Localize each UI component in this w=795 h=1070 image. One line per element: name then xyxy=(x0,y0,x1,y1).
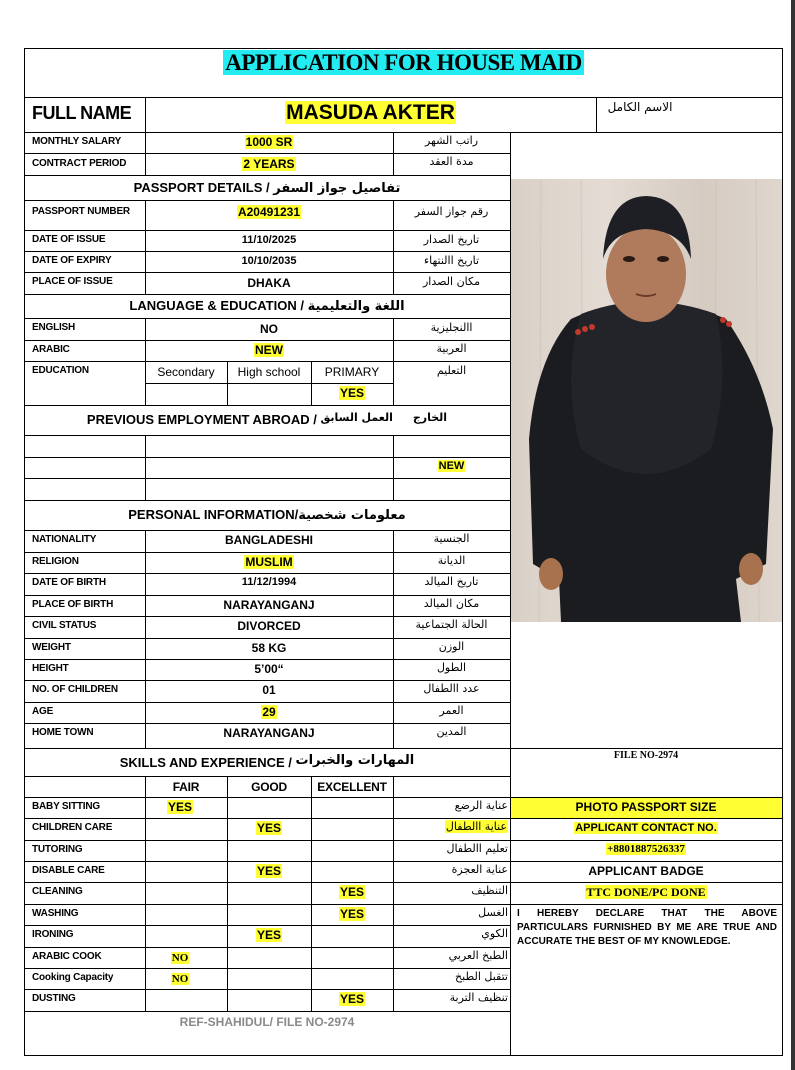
skill-row-label: DISABLE CARE xyxy=(32,865,105,876)
monthly-salary-value xyxy=(145,135,393,149)
personal-row-label: PLACE OF BIRTH xyxy=(32,599,114,610)
personal-row-value: NARAYANGANJ xyxy=(223,598,315,612)
personal-row-arabic: الوزن xyxy=(438,640,465,653)
personal-row-label: HOME TOWN xyxy=(32,727,94,738)
contract-period-text: 2 YEARS xyxy=(243,157,295,171)
full-name-arabic: الاسم الكامل xyxy=(607,100,673,114)
skill-good-text: YES xyxy=(256,928,281,942)
arabic-label: ARABIC xyxy=(32,344,70,355)
applicant-badge-value-text: TTC DONE/PC DONE xyxy=(586,885,706,899)
previous-employment-header-ar1: الخارج xyxy=(412,411,448,424)
skill-excellent-text: YES xyxy=(339,992,364,1006)
skill-row-arabic xyxy=(393,863,508,876)
skill-excellent-value xyxy=(311,907,393,921)
skill-excellent-value xyxy=(311,992,393,1006)
skill-row-arabic xyxy=(393,927,508,940)
skill-row-arabic xyxy=(393,906,508,919)
personal-row-value-text: MUSLIM xyxy=(245,555,293,569)
education-primary-value xyxy=(311,386,393,400)
personal-row-value: 11/12/1994 xyxy=(241,576,297,588)
skill-row-label: WASHING xyxy=(32,908,79,919)
skills-col-fair: FAIR xyxy=(172,780,200,794)
skill-row-label: CLEANING xyxy=(32,886,83,897)
date-of-expiry-value: 10/10/2035 xyxy=(241,255,297,267)
education-primary-text: YES xyxy=(339,386,364,400)
personal-row-label: WEIGHT xyxy=(32,642,71,653)
previous-employment-header-en: PREVIOUS EMPLOYMENT ABROAD / xyxy=(86,412,321,427)
skill-excellent-value xyxy=(311,885,393,899)
personal-row-label: NATIONALITY xyxy=(32,534,97,545)
skill-row-arabic-text: التنظيف xyxy=(471,884,508,897)
applicant-contact-label-text: APPLICANT CONTACT NO. xyxy=(575,822,717,834)
skill-good-text: YES xyxy=(256,864,281,878)
personal-row-label: DATE OF BIRTH xyxy=(32,577,106,588)
skill-row-arabic-text: عناية الرضع xyxy=(454,799,508,812)
skill-fair-value xyxy=(160,950,200,964)
english-arabic: االنجليزية xyxy=(430,321,473,334)
photo-passport-size-label: PHOTO PASSPORT SIZE xyxy=(575,800,717,814)
personal-row-value: 5’00“ xyxy=(254,662,284,676)
skills-header-en: SKILLS AND EXPERIENCE / xyxy=(119,755,296,770)
date-of-expiry-arabic: تاريخ االنتهاء xyxy=(423,254,480,267)
skill-row-arabic-text: تتقبل الطبخ xyxy=(455,970,508,983)
language-header-ar: اللغة والتعليمية xyxy=(307,299,405,314)
window-edge-bar xyxy=(791,0,795,1070)
passport-header-ar: تفاصيل جواز السفر xyxy=(273,181,401,196)
applicant-photo xyxy=(511,179,782,622)
personal-row-label: HEIGHT xyxy=(32,663,69,674)
personal-row-value: NARAYANGANJ xyxy=(223,726,315,740)
personal-row-arabic: تاريخ الميالد xyxy=(424,575,479,588)
skills-section-header xyxy=(24,753,510,770)
education-label: EDUCATION xyxy=(32,365,89,376)
passport-number-label: PASSPORT NUMBER xyxy=(32,206,130,217)
education-arabic: التعليم xyxy=(436,364,467,377)
personal-row-arabic: الجنسية xyxy=(433,532,470,545)
personal-row-value: 01 xyxy=(262,683,276,697)
personal-row-label: NO. OF CHILDREN xyxy=(32,684,118,695)
skill-row-arabic xyxy=(393,884,508,897)
personal-row-value: DIVORCED xyxy=(237,619,301,633)
personal-row-arabic: الديانة xyxy=(437,554,466,567)
skill-excellent-text: YES xyxy=(339,885,364,899)
previous-employment-header xyxy=(24,411,510,427)
date-of-expiry-label: DATE OF EXPIRY xyxy=(32,255,112,266)
declaration-text: I HEREBY DECLARE THAT THE ABOVE PARTICULARS FURNISHED BY ME ARE TRUE AND ACCURATE THE BEST OF MY KNOWLEDGE. xyxy=(517,908,777,947)
english-label: ENGLISH xyxy=(32,322,76,333)
previous-employment-header-ar2: العمل السابق xyxy=(320,411,393,424)
personal-row-value-text: 29 xyxy=(262,705,276,719)
skill-good-text: YES xyxy=(256,821,281,835)
page-title: APPLICATION FOR HOUSE MAID xyxy=(225,50,582,75)
skill-row-arabic xyxy=(393,991,508,1004)
skills-col-good: GOOD xyxy=(251,780,287,794)
personal-section-header xyxy=(24,507,510,523)
language-section-header xyxy=(24,298,510,314)
contract-period-arabic: مدة العقد xyxy=(429,155,474,168)
education-col-primary: PRIMARY xyxy=(324,365,380,379)
applicant-badge-value xyxy=(510,885,782,900)
full-name-value xyxy=(145,101,596,125)
personal-header-en: PERSONAL INFORMATION/ xyxy=(128,507,299,522)
education-col-highschool: High school xyxy=(237,365,301,379)
contract-period-label: CONTRACT PERIOD xyxy=(32,158,127,169)
personal-row-arabic: المدين xyxy=(436,725,467,738)
file-number: FILE NO-2974 xyxy=(613,750,679,761)
skill-row-label: BABY SITTING xyxy=(32,801,100,812)
title-row xyxy=(24,50,783,76)
date-of-issue-value: 11/10/2025 xyxy=(241,234,297,246)
applicant-contact-number-text: +8801887526337 xyxy=(607,843,685,855)
skill-row-arabic-text: الغسل xyxy=(478,906,508,919)
arabic-value xyxy=(145,343,393,357)
place-of-issue-arabic: مكان الصدار xyxy=(423,275,480,288)
skill-row-label: DUSTING xyxy=(32,993,76,1004)
personal-row-label: AGE xyxy=(32,706,54,717)
skill-row-arabic xyxy=(393,820,508,833)
skill-fair-value xyxy=(160,800,200,814)
passport-section-header xyxy=(24,180,510,196)
personal-row-value xyxy=(145,705,393,719)
skill-row-label: Cooking Capacity xyxy=(32,972,114,983)
skills-col-excellent: EXCELLENT xyxy=(317,780,387,794)
full-name-label: FULL NAME xyxy=(32,103,132,123)
monthly-salary-arabic: راتب الشهر xyxy=(424,134,479,147)
skill-row-arabic xyxy=(393,970,508,983)
skill-good-value xyxy=(227,821,311,835)
arabic-value-text: NEW xyxy=(255,343,283,357)
personal-row-arabic: العمر xyxy=(439,704,464,717)
skill-fair-value xyxy=(160,971,200,985)
skill-row-arabic-text: الكوي xyxy=(481,927,508,940)
personal-row-arabic: الطول xyxy=(436,661,467,674)
skill-fair-text: NO xyxy=(171,973,189,985)
skill-row-arabic-text: عناية االطفال xyxy=(445,820,507,833)
skill-row-arabic-text: تعليم االطفال xyxy=(446,842,508,855)
skill-row-arabic xyxy=(393,949,508,962)
place-of-issue-label: PLACE OF ISSUE xyxy=(32,276,113,287)
skill-row-label: ARABIC COOK xyxy=(32,951,102,962)
place-of-issue-value: DHAKA xyxy=(247,276,291,290)
skill-row-label: TUTORING xyxy=(32,844,83,855)
applicant-contact-number xyxy=(510,843,782,855)
passport-number-text: A20491231 xyxy=(237,205,301,219)
date-of-issue-arabic: تاريخ الصدار xyxy=(423,233,480,246)
skill-row-arabic xyxy=(393,799,508,812)
passport-number-arabic: رقم جواز السفر xyxy=(414,205,489,218)
english-value: NO xyxy=(260,322,278,336)
skill-good-value xyxy=(227,928,311,942)
personal-row-arabic: عدد االطفال xyxy=(423,682,480,695)
applicant-photo-figure xyxy=(511,179,782,622)
skill-row-arabic-text: الطبخ العربي xyxy=(448,949,508,962)
passport-number-value xyxy=(145,205,393,219)
personal-row-value xyxy=(145,555,393,569)
monthly-salary-label: MONTHLY SALARY xyxy=(32,136,122,147)
personal-row-arabic: الحالة الجتماعية xyxy=(415,618,488,631)
language-header-en: LANGUAGE & EDUCATION / xyxy=(129,298,308,313)
applicant-badge-label: APPLICANT BADGE xyxy=(588,864,704,878)
monthly-salary-text: 1000 SR xyxy=(245,135,293,149)
skill-row-arabic xyxy=(393,842,508,855)
skill-row-arabic-text: تنظيف التربة xyxy=(449,991,508,1004)
contract-period-value xyxy=(145,157,393,171)
personal-row-value: 58 KG xyxy=(251,641,287,655)
previous-employment-value-text: NEW xyxy=(438,460,465,472)
passport-header-en: PASSPORT DETAILS / xyxy=(133,180,274,195)
skill-row-label: IRONING xyxy=(32,929,74,940)
applicant-contact-label xyxy=(510,822,782,834)
reference-text: REF-SHAHIDUL/ FILE NO-2974 xyxy=(179,1015,355,1029)
skills-header-ar: المهارات والخبرات xyxy=(295,753,415,768)
personal-row-value: BANGLADESHI xyxy=(224,533,313,547)
arabic-arabic: العربية xyxy=(436,342,467,355)
skill-row-label: CHILDREN CARE xyxy=(32,822,113,833)
skill-good-value xyxy=(227,864,311,878)
previous-employment-value xyxy=(393,460,510,472)
date-of-issue-label: DATE OF ISSUE xyxy=(32,234,106,245)
skill-excellent-text: YES xyxy=(339,907,364,921)
personal-row-label: RELIGION xyxy=(32,556,79,567)
skill-fair-text: NO xyxy=(171,952,189,964)
skill-row-arabic-text: عناية العجزة xyxy=(451,863,508,876)
personal-row-arabic: مكان الميالد xyxy=(423,597,480,610)
full-name-text: MASUDA AKTER xyxy=(286,101,455,124)
personal-row-label: CIVIL STATUS xyxy=(32,620,97,631)
education-col-secondary: Secondary xyxy=(157,365,215,379)
personal-header-ar: معلومات شخصية xyxy=(298,508,406,523)
skill-fair-text: YES xyxy=(167,800,192,814)
